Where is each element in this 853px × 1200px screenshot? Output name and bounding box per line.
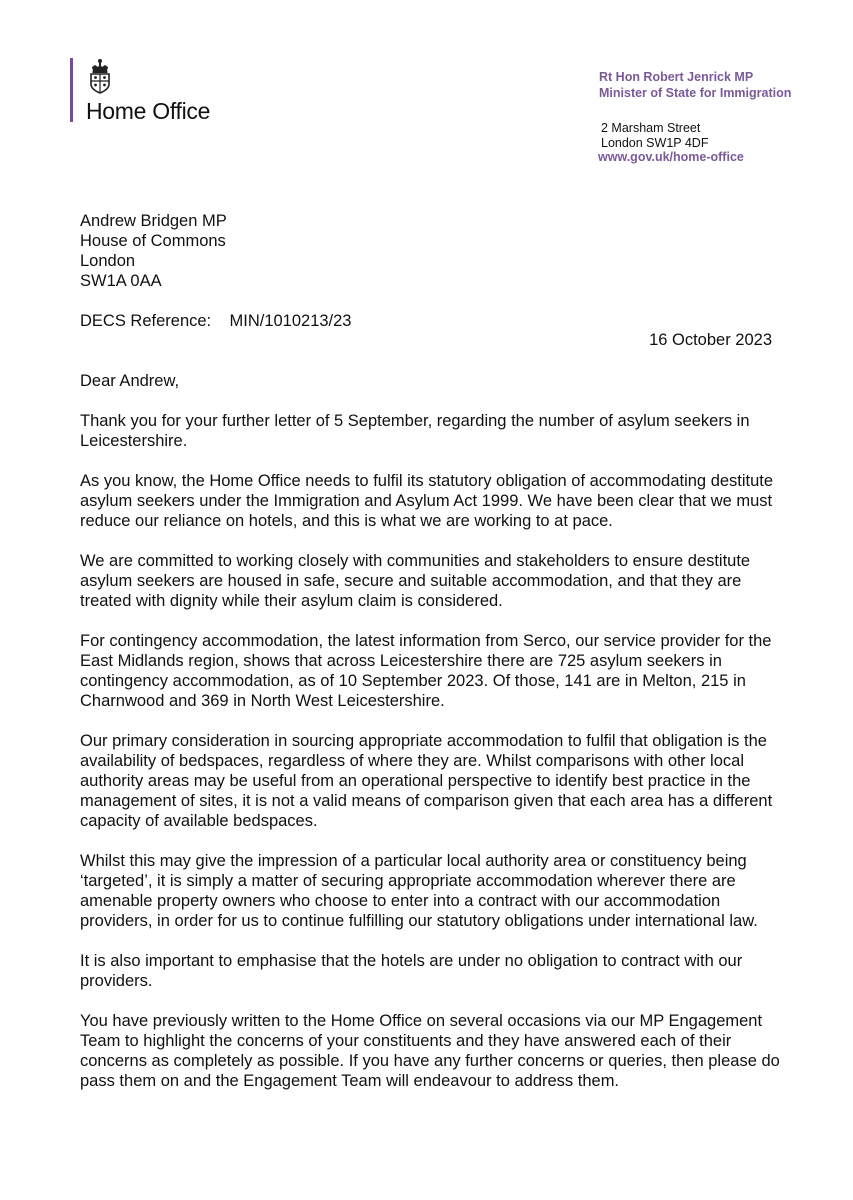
recipient-line: House of Commons: [80, 232, 226, 250]
recipient-address: [80, 211, 227, 291]
minister-block: [599, 69, 791, 101]
minister-name: Rt Hon Robert Jenrick MP: [599, 70, 754, 84]
address-line: 2 Marsham Street: [601, 121, 701, 135]
paragraph: It is also important to emphasise that the hotels are under no obligation to contract with our providers.: [80, 952, 743, 990]
paragraph: You have previously written to the Home Office on several occasions via our MP Engagement Team to highlight the concerns of your constituents and they have answered each of their concerns as completely as possible. If you have any further concerns or queries, then please do pass them on and the Engagement Team will endeavour to address them.: [80, 1012, 780, 1090]
recipient-postcode: SW1A 0AA: [80, 272, 162, 290]
letter-body: [80, 411, 780, 1111]
home-office-logo: [70, 58, 211, 124]
org-name: Home Office: [86, 98, 211, 124]
paragraph: Our primary consideration in sourcing appropriate accommodation to fulfil that obligation is the availability of bedspaces, regardless of where they are. Whilst comparisons with other local authority areas may be useful from an operational perspective to identify best practice in the management of sites, it is not a valid means of comparison given that each area has a different capacity of available bedspaces.: [80, 732, 773, 830]
reference-line: [80, 312, 352, 331]
paragraph: Thank you for your further letter of 5 September, regarding the number of asylum seekers in Leicestershire.: [80, 412, 750, 450]
minister-title: Minister of State for Immigration: [599, 86, 792, 100]
sender-address: [601, 121, 708, 151]
letter-date: 16 October 2023: [649, 331, 772, 349]
paragraph: As you know, the Home Office needs to fulfil its statutory obligation of accommodating destitute asylum seekers under the Immigration and Asylum Act 1999. We have been clear that we must reduce our reliance on hotels, and this is what we are working to at pace.: [80, 472, 774, 530]
reference-label: DECS Reference:: [80, 312, 212, 330]
paragraph: Whilst this may give the impression of a particular local authority area or constituency being ‘targeted’, it is simply a matter of securing appropriate accommodation wherever there are amenable property owners who choose to enter into a contract with our accommodation providers, in order for us to continue fulfilling our statutory obligations under international law.: [80, 852, 758, 930]
website-link[interactable]: www.gov.uk/home-office: [598, 150, 744, 164]
royal-crest-icon: [88, 58, 112, 94]
recipient-line: London: [80, 252, 136, 270]
reference-value: MIN/1010213/23: [229, 312, 352, 330]
recipient-name: Andrew Bridgen MP: [80, 212, 227, 230]
address-line: London SW1P 4DF: [601, 136, 709, 150]
paragraph: For contingency accommodation, the latest information from Serco, our service provider for the East Midlands region, shows that across Leicestershire there are 725 asylum seekers in contingency accommodation, as of 10 September 2023. Of those, 141 are in Melton, 215 in Charnwood and 369 in North West Leicestershire.: [80, 632, 772, 710]
salutation: Dear Andrew,: [80, 372, 180, 390]
paragraph: We are committed to working closely with communities and stakeholders to ensure destitute asylum seekers are housed in safe, secure and suitable accommodation, and that they are treated with dignity while their asylum claim is considered.: [80, 552, 751, 610]
